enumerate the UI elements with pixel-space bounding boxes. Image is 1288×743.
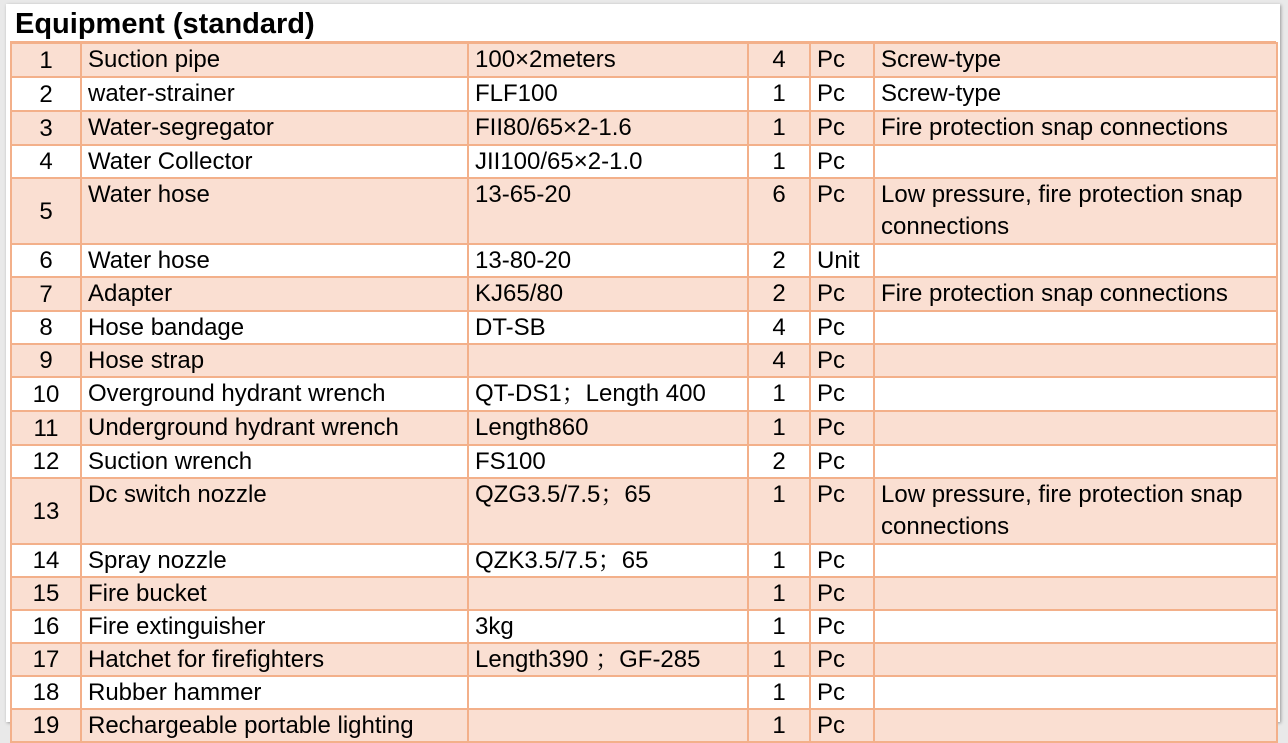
row-number: 2 xyxy=(11,77,81,111)
item-name: Underground hydrant wrench xyxy=(81,411,468,445)
item-note: Fire protection snap connections xyxy=(874,277,1277,311)
item-spec: 100×2meters xyxy=(468,43,748,77)
table-row xyxy=(11,377,1277,411)
item-note xyxy=(874,145,1277,178)
item-quantity: 6 xyxy=(748,178,810,244)
item-unit: Pc xyxy=(810,411,874,445)
table-row xyxy=(11,610,1277,643)
item-quantity: 1 xyxy=(748,610,810,643)
item-unit: Pc xyxy=(810,311,874,344)
item-name: water-strainer xyxy=(81,77,468,111)
item-name: Rubber hammer xyxy=(81,676,468,709)
item-spec xyxy=(468,344,748,377)
item-spec: 13-80-20 xyxy=(468,244,748,277)
item-spec xyxy=(468,709,748,742)
item-spec: JII100/65×2-1.0 xyxy=(468,145,748,178)
item-quantity: 1 xyxy=(748,544,810,577)
item-note xyxy=(874,643,1277,676)
item-quantity: 1 xyxy=(748,145,810,178)
item-unit: Pc xyxy=(810,145,874,178)
item-quantity: 2 xyxy=(748,244,810,277)
item-note xyxy=(874,244,1277,277)
item-name: Dc switch nozzle xyxy=(81,478,468,544)
row-number: 10 xyxy=(11,377,81,411)
table-row xyxy=(11,145,1277,178)
item-name: Water hose xyxy=(81,178,468,244)
item-unit: Pc xyxy=(810,709,874,742)
row-number: 19 xyxy=(11,709,81,742)
item-quantity: 1 xyxy=(748,643,810,676)
item-unit: Pc xyxy=(810,610,874,643)
item-note xyxy=(874,610,1277,643)
item-note xyxy=(874,544,1277,577)
row-number: 1 xyxy=(11,43,81,77)
item-spec: FS100 xyxy=(468,445,748,478)
item-quantity: 4 xyxy=(748,311,810,344)
item-quantity: 1 xyxy=(748,111,810,145)
table-title: Equipment (standard) xyxy=(15,8,315,40)
table-row xyxy=(11,478,1277,544)
item-unit: Pc xyxy=(810,43,874,77)
document-page xyxy=(6,4,1280,739)
row-number: 8 xyxy=(11,311,81,344)
item-unit: Pc xyxy=(810,377,874,411)
item-name: Hose strap xyxy=(81,344,468,377)
item-note: Fire protection snap connections xyxy=(874,111,1277,145)
item-name: Water Collector xyxy=(81,145,468,178)
item-note xyxy=(874,445,1277,478)
item-unit: Pc xyxy=(810,445,874,478)
row-number: 3 xyxy=(11,111,81,145)
item-quantity: 1 xyxy=(748,77,810,111)
item-spec: FLF100 xyxy=(468,77,748,111)
equipment-table xyxy=(10,42,1278,743)
item-spec: Length860 xyxy=(468,411,748,445)
item-note xyxy=(874,709,1277,742)
item-note xyxy=(874,344,1277,377)
item-unit: Pc xyxy=(810,344,874,377)
row-number: 18 xyxy=(11,676,81,709)
row-number: 12 xyxy=(11,445,81,478)
item-note xyxy=(874,311,1277,344)
item-note xyxy=(874,577,1277,610)
item-spec xyxy=(468,676,748,709)
table-row xyxy=(11,445,1277,478)
item-spec: Length390 ；GF-285 xyxy=(468,643,748,676)
item-unit: Pc xyxy=(810,111,874,145)
item-quantity: 4 xyxy=(748,344,810,377)
item-spec: QZK3.5/7.5；65 xyxy=(468,544,748,577)
item-spec: DT-SB xyxy=(468,311,748,344)
table-row xyxy=(11,344,1277,377)
row-number: 13 xyxy=(11,478,81,544)
item-name: Water hose xyxy=(81,244,468,277)
item-name: Fire bucket xyxy=(81,577,468,610)
table-row xyxy=(11,577,1277,610)
item-note: Screw-type xyxy=(874,43,1277,77)
table-row xyxy=(11,77,1277,111)
item-name: Hatchet for firefighters xyxy=(81,643,468,676)
item-name: Water-segregator xyxy=(81,111,468,145)
item-quantity: 1 xyxy=(748,676,810,709)
item-spec xyxy=(468,577,748,610)
item-note xyxy=(874,676,1277,709)
item-quantity: 1 xyxy=(748,411,810,445)
item-unit: Pc xyxy=(810,277,874,311)
item-name: Suction wrench xyxy=(81,445,468,478)
row-number: 14 xyxy=(11,544,81,577)
item-note: Screw-type xyxy=(874,77,1277,111)
item-quantity: 1 xyxy=(748,709,810,742)
table-row xyxy=(11,676,1277,709)
row-number: 17 xyxy=(11,643,81,676)
row-number: 11 xyxy=(11,411,81,445)
item-spec: QZG3.5/7.5；65 xyxy=(468,478,748,544)
item-quantity: 2 xyxy=(748,445,810,478)
table-row xyxy=(11,111,1277,145)
table-row xyxy=(11,544,1277,577)
item-unit: Pc xyxy=(810,544,874,577)
item-spec: 3kg xyxy=(468,610,748,643)
item-unit: Pc xyxy=(810,577,874,610)
item-name: Overground hydrant wrench xyxy=(81,377,468,411)
item-unit: Unit xyxy=(810,244,874,277)
item-quantity: 1 xyxy=(748,577,810,610)
item-name: Spray nozzle xyxy=(81,544,468,577)
row-number: 15 xyxy=(11,577,81,610)
table-row xyxy=(11,43,1277,77)
item-spec: QT-DS1；Length 400 xyxy=(468,377,748,411)
item-unit: Pc xyxy=(810,178,874,244)
item-spec: KJ65/80 xyxy=(468,277,748,311)
item-unit: Pc xyxy=(810,643,874,676)
row-number: 16 xyxy=(11,610,81,643)
item-note xyxy=(874,411,1277,445)
table-row xyxy=(11,244,1277,277)
item-note: Low pressure, fire protection snap connections xyxy=(874,178,1277,244)
row-number: 5 xyxy=(11,178,81,244)
item-unit: Pc xyxy=(810,676,874,709)
item-spec: FII80/65×2-1.6 xyxy=(468,111,748,145)
table-row xyxy=(11,178,1277,244)
item-name: Fire extinguisher xyxy=(81,610,468,643)
item-quantity: 1 xyxy=(748,478,810,544)
item-unit: Pc xyxy=(810,478,874,544)
item-unit: Pc xyxy=(810,77,874,111)
table-row xyxy=(11,311,1277,344)
item-quantity: 2 xyxy=(748,277,810,311)
item-name: Rechargeable portable lighting xyxy=(81,709,468,742)
item-name: Hose bandage xyxy=(81,311,468,344)
item-name: Suction pipe xyxy=(81,43,468,77)
row-number: 6 xyxy=(11,244,81,277)
row-number: 9 xyxy=(11,344,81,377)
table-row xyxy=(11,411,1277,445)
table-row xyxy=(11,709,1277,742)
item-note xyxy=(874,377,1277,411)
item-name: Adapter xyxy=(81,277,468,311)
table-row xyxy=(11,277,1277,311)
item-quantity: 4 xyxy=(748,43,810,77)
item-spec: 13-65-20 xyxy=(468,178,748,244)
row-number: 4 xyxy=(11,145,81,178)
item-note: Low pressure, fire protection snap connections xyxy=(874,478,1277,544)
item-quantity: 1 xyxy=(748,377,810,411)
table-row xyxy=(11,643,1277,676)
equipment-table-body xyxy=(11,43,1277,742)
row-number: 7 xyxy=(11,277,81,311)
